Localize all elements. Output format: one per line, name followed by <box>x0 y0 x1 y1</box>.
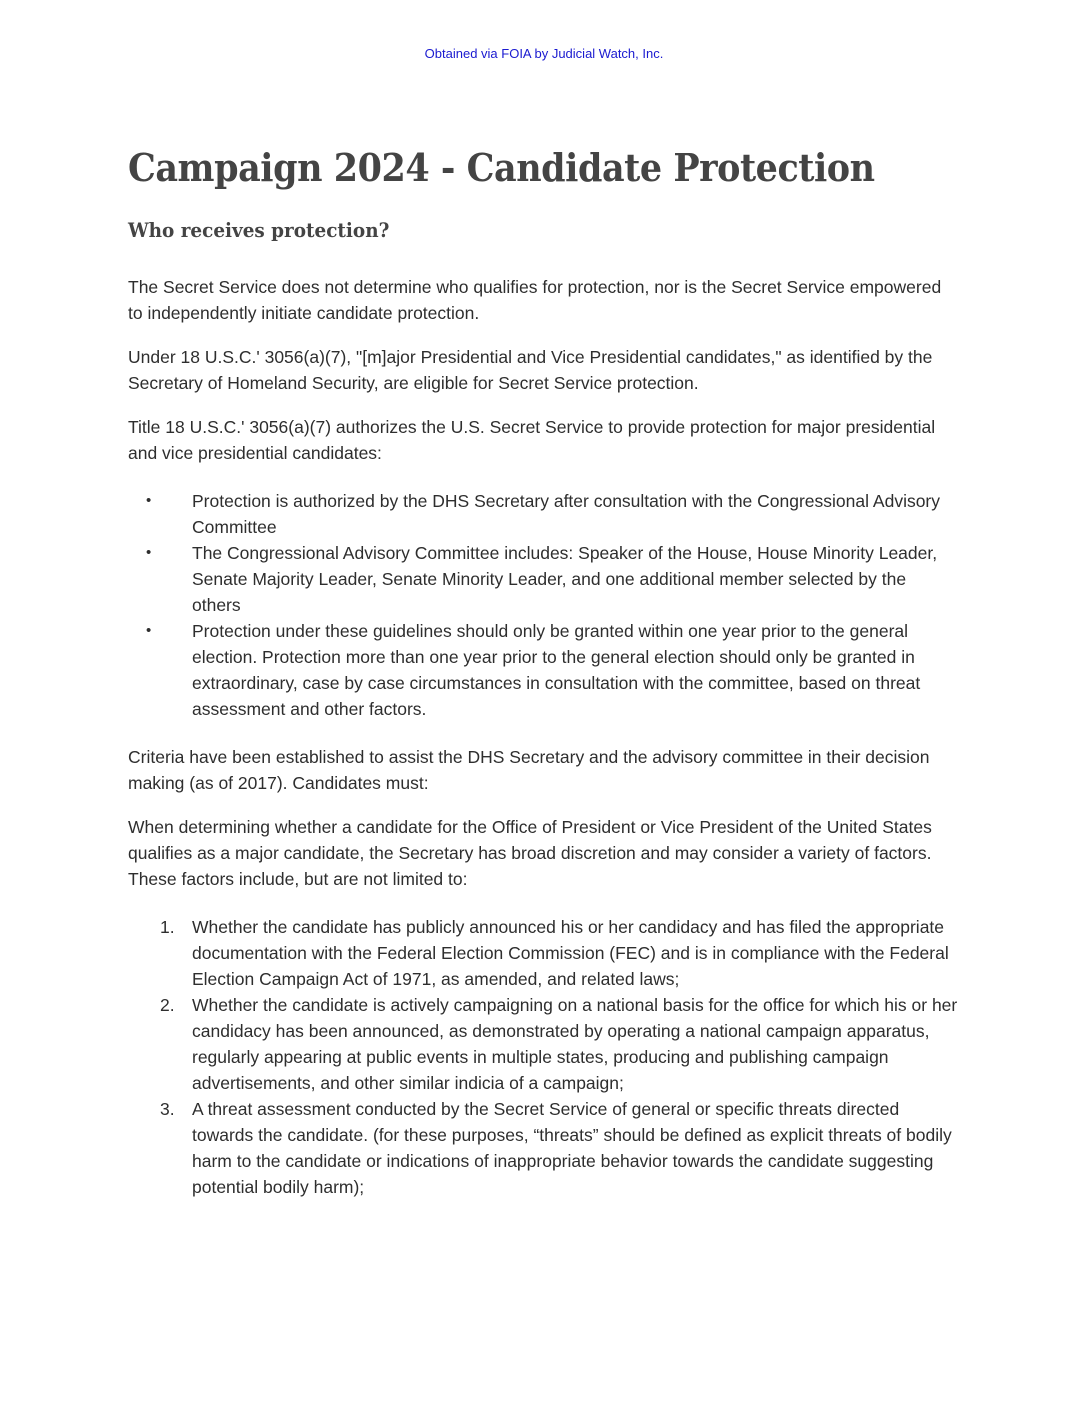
criteria-paragraph: Criteria have been established to assist the DHS Secretary and the advisory committee in their decision making (as of 2017). Candidates must: <box>128 747 930 793</box>
bullet-item <box>128 540 958 618</box>
bullet-icon: • <box>146 544 152 561</box>
factor-item <box>128 1096 958 1200</box>
bullet-item <box>128 618 958 722</box>
foia-watermark: Obtained via FOIA by Judicial Watch, Inc. <box>424 46 664 61</box>
factor-item <box>128 914 958 992</box>
factor-number: 3. <box>160 1099 175 1119</box>
page-title: Campaign 2024 - Candidate Protection <box>128 145 875 190</box>
factor-text: A threat assessment conducted by the Secret Service of general or specific threats directed towards the candidate. (for these purposes, “threats” should be defined as explicit threats of bodily harm to the candidate or indications of inappropriate behavior towards the candidate suggesting potential bodily harm); <box>192 1099 952 1197</box>
bullet-item <box>128 488 958 540</box>
factor-text: Whether the candidate is actively campaigning on a national basis for the office for which his or her candidacy has been announced, as demonstrated by operating a national campaign apparatus, regularly appearing at public events in multiple states, producing and publishing campaign advertisements, and other similar indicia of a campaign; <box>192 995 958 1093</box>
determining-paragraph: When determining whether a candidate for the Office of President or Vice President of the United States qualifies as a major candidate, the Secretary has broad discretion and may consider a variety of factors. These factors include, but are not limited to: <box>128 817 932 889</box>
factors-numbered-list <box>128 914 958 1200</box>
usc-eligibility-paragraph: Under 18 U.S.C.' 3056(a)(7), "[m]ajor Presidential and Vice Presidential candidates," as identified by the Secretary of Homeland Security, are eligible for Secret Service protection. <box>128 347 933 393</box>
usc-authorization-paragraph: Title 18 U.S.C.' 3056(a)(7) authorizes the U.S. Secret Service to provide protection for major presidential and vice presidential candidates: <box>128 417 936 463</box>
bullet-text: Protection is authorized by the DHS Secretary after consultation with the Congressional Advisory Committee <box>192 491 941 537</box>
bullet-text: The Congressional Advisory Committee includes: Speaker of the House, House Minority Leader, Senate Majority Leader, Senate Minority Leader, and one additional member selected by the others <box>192 543 938 615</box>
section-heading: Who receives protection? <box>128 218 390 242</box>
factor-item <box>128 992 958 1096</box>
factor-text: Whether the candidate has publicly announced his or her candidacy and has filed the appropriate documentation with the Federal Election Commission (FEC) and is in compliance with the Federal Election Campaign Act of 1971, as amended, and related laws; <box>192 917 949 989</box>
bullet-icon: • <box>146 492 152 509</box>
factor-number: 2. <box>160 995 175 1015</box>
authorization-bullet-list <box>128 488 958 722</box>
bullet-text: Protection under these guidelines should only be granted within one year prior to the general election. Protection more than one year prior to the general election should only be granted in extraordinary, case by case circumstances in consultation with the committee, based on threat assessment and other factors. <box>192 621 921 719</box>
factor-number: 1. <box>160 917 175 937</box>
intro-paragraph: The Secret Service does not determine who qualifies for protection, nor is the Secret Service empowered to independently initiate candidate protection. <box>128 277 942 323</box>
document-page <box>128 140 958 1200</box>
bullet-icon: • <box>146 622 152 639</box>
